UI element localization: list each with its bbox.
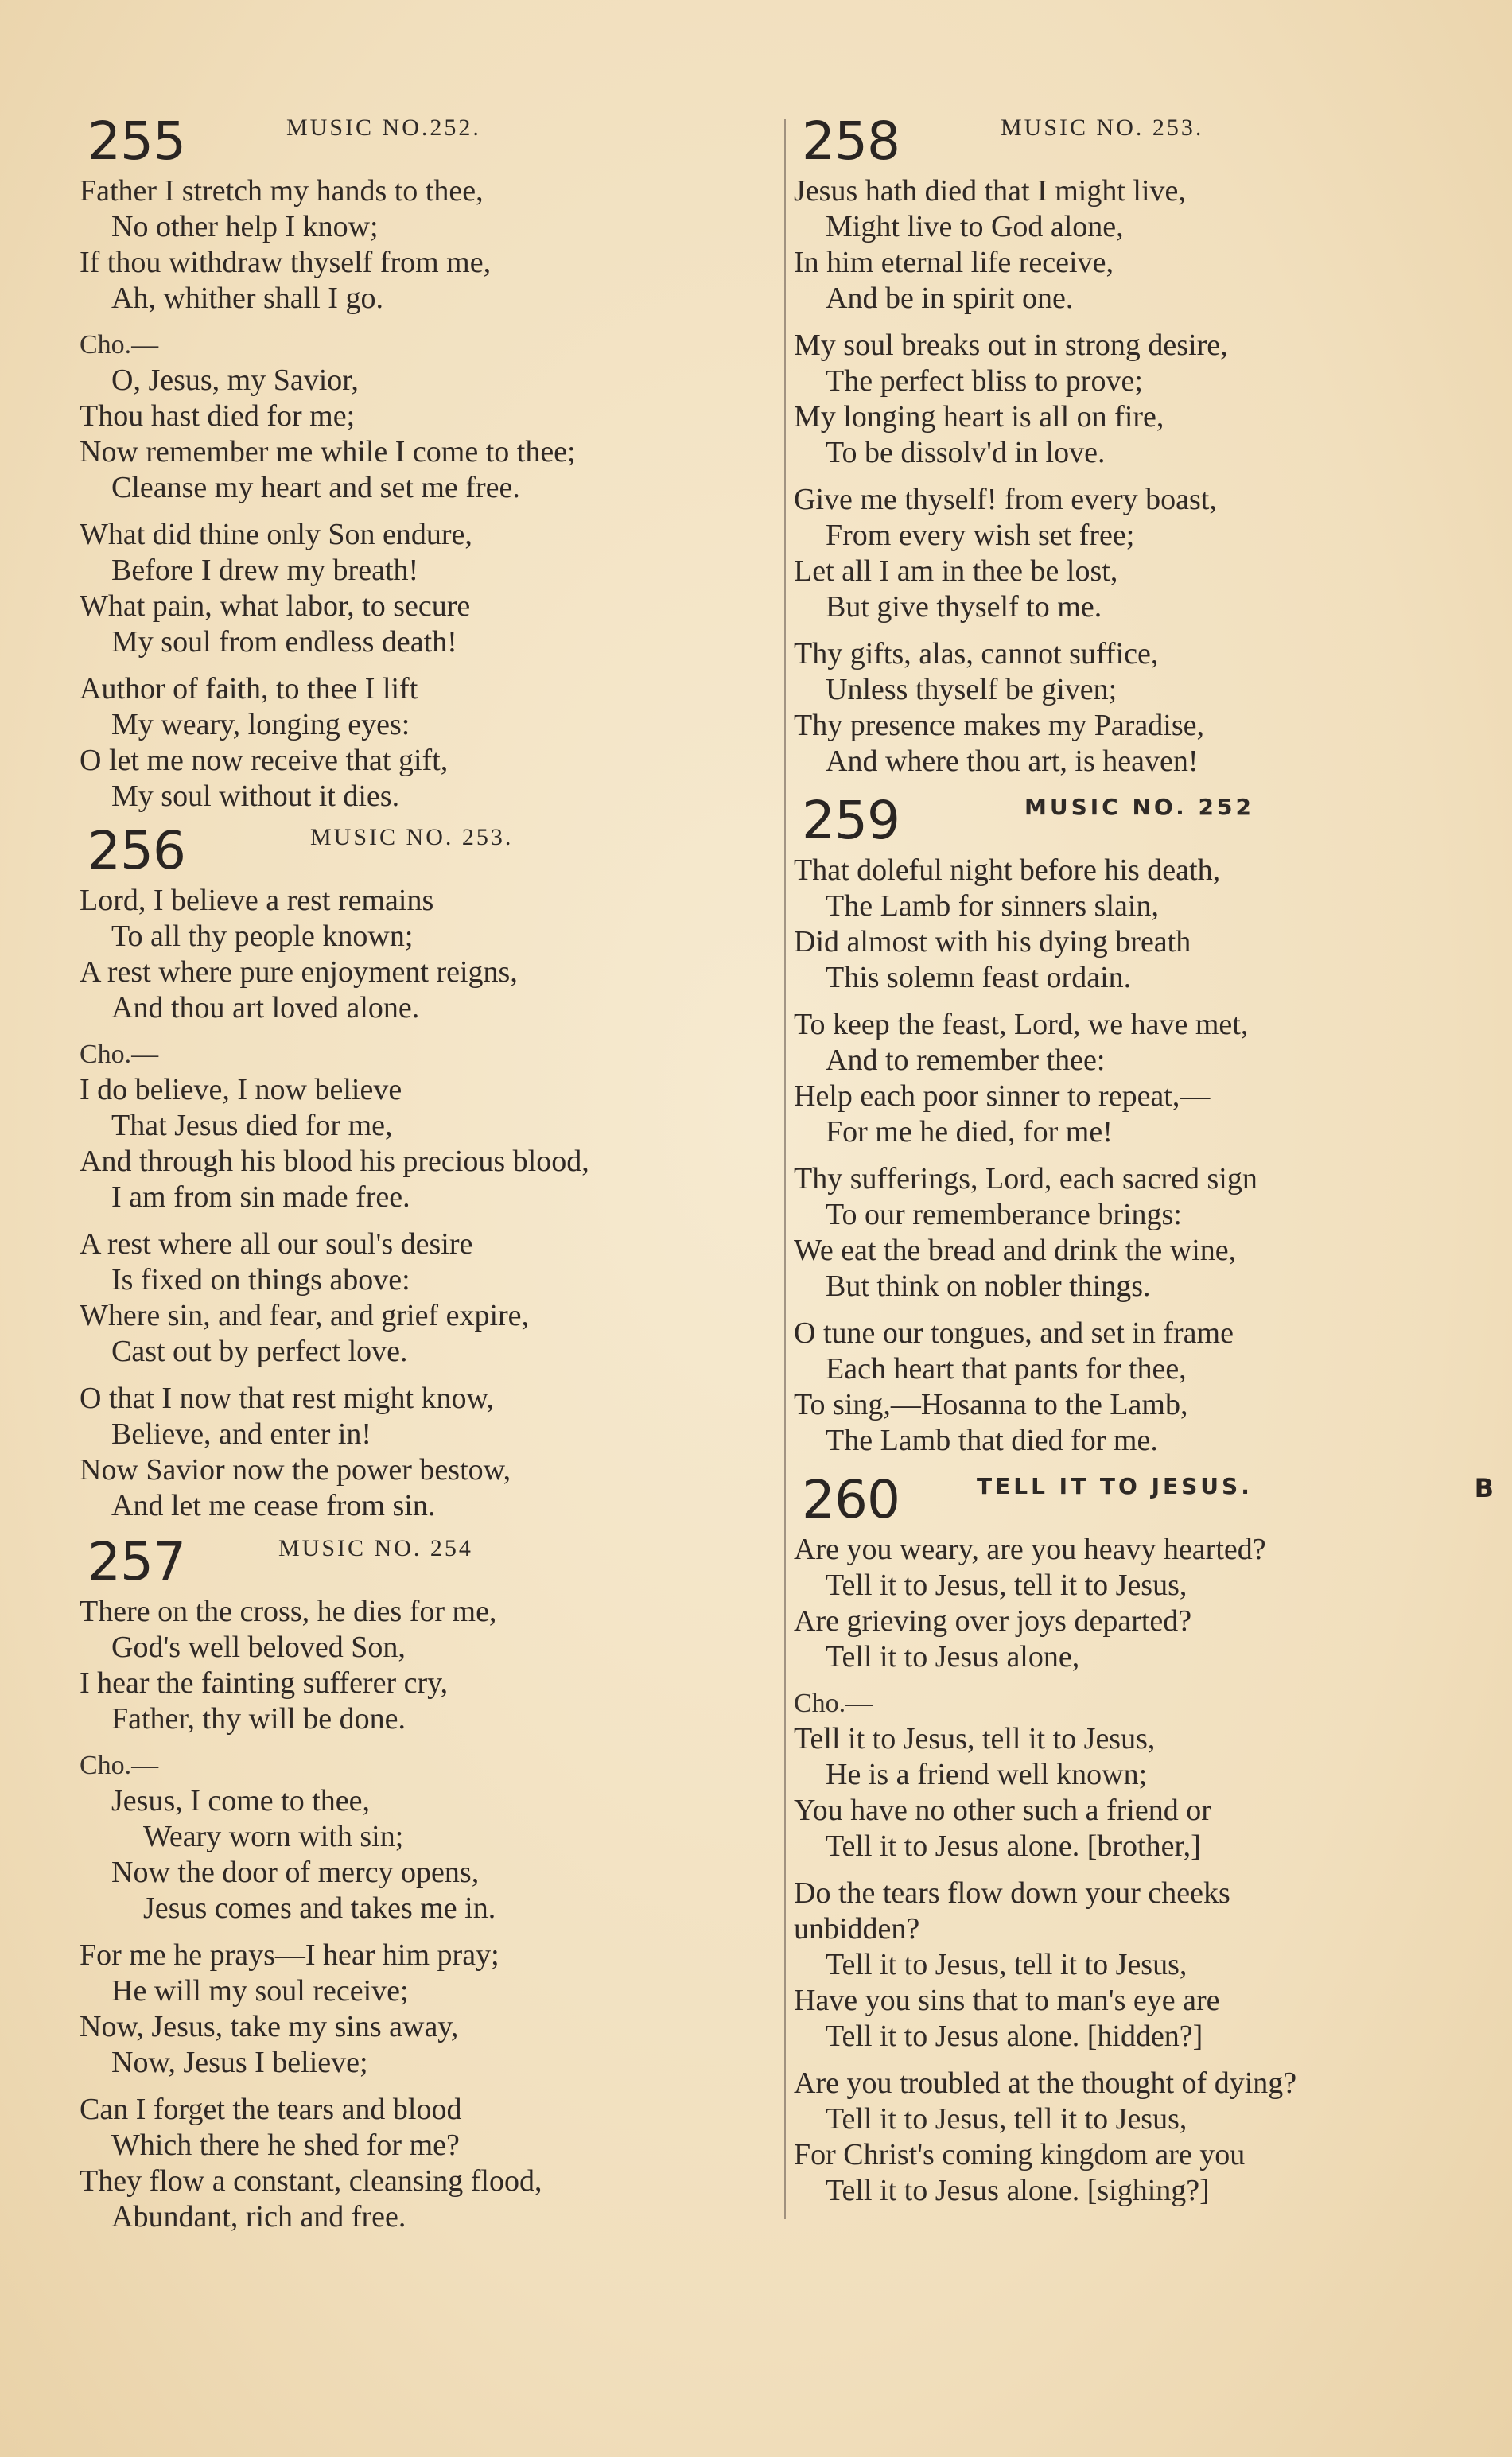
hymn-line: Abundant, rich and free. [111,2200,406,2233]
hymn-number: 257 [87,1531,185,1592]
hymn-line: Weary worn with sin; [143,1820,404,1853]
verse [794,853,1494,996]
hymn-line: To be dissolv'd in love. [826,436,1106,469]
hymn-line: Might live to God alone, [826,210,1124,243]
hymn-header [794,791,1494,853]
chorus [80,1748,779,1926]
hymn-line: And to remember thee: [826,1044,1106,1077]
hymn-line: He is a friend well known; [826,1758,1148,1791]
hymn-line: Which there he shed for me? [111,2128,460,2162]
hymn-line: You have no other such a friend or [794,1794,1211,1827]
hymn-259 [794,791,1494,1459]
hymn-line: To our rememberance brings: [826,1198,1182,1231]
hymn-line: Now, Jesus I believe; [111,2046,368,2079]
hymn-257 [80,1532,779,2235]
hymn-line: If thou withdraw thyself from me, [80,246,492,279]
verse [794,636,1494,779]
chorus-label: Cho.— [80,1040,159,1069]
hymn-line: Jesus comes and takes me in. [143,1891,496,1925]
hymn-line: Can I forget the tears and blood [80,2093,462,2126]
hymn-line: Where sin, and fear, and grief expire, [80,1299,530,1332]
verse [794,328,1494,471]
hymn-line: What did thine only Son endure, [80,518,472,551]
hymn-line: Now Savior now the power bestow, [80,1453,511,1487]
hymn-line: Each heart that pants for thee, [826,1352,1187,1386]
hymn-line: Tell it to Jesus alone. [hidden?] [826,2020,1203,2053]
hymn-line: My soul without it dies. [111,779,400,813]
hymn-line: O tune our tongues, and set in frame [794,1316,1234,1350]
verse [80,1381,779,1524]
hymn-line: To sing,—Hosanna to the Lamb, [794,1388,1188,1421]
music-reference: MUSIC NO. 253. [1001,115,1204,141]
hymn-line: That Jesus died for me, [111,1109,393,1142]
hymn-header [80,1532,779,1594]
hymn-line: Thy sufferings, Lord, each sacred sign [794,1162,1257,1195]
right-column [794,111,1494,2220]
hymn-line: Lord, I believe a rest remains [80,884,434,917]
verse [794,173,1494,317]
hymn-line: For me he died, for me! [826,1115,1113,1149]
hymn-line: A rest where pure enjoyment reigns, [80,955,518,989]
hymn-line: Father I stretch my hands to thee, [80,174,484,208]
verse [80,883,779,1026]
hymn-header [80,111,779,173]
chorus-label: Cho.— [794,1689,873,1718]
hymn-line: Is fixed on things above: [111,1263,410,1297]
hymn-line: He will my soul receive; [111,1974,409,2008]
hymn-mark: B [1474,1473,1494,1503]
verse [794,1876,1494,2055]
verse [80,173,779,317]
hymn-line: Give me thyself! from every boast, [794,483,1217,516]
hymn-line: My soul breaks out in strong desire, [794,329,1228,362]
hymn-line: Believe, and enter in! [111,1417,372,1451]
hymn-line: God's well beloved Son, [111,1631,406,1664]
hymn-line: This solemn feast ordain. [826,961,1132,994]
verse [794,1007,1494,1150]
hymn-line: Now, Jesus, take my sins away, [80,2010,459,2043]
hymn-number: 260 [802,1469,900,1530]
chorus-label: Cho.— [80,1751,159,1780]
hymn-line: To keep the feast, Lord, we have met, [794,1008,1249,1041]
hymn-line: No other help I know; [111,210,379,243]
hymn-line: Father, thy will be done. [111,1702,406,1736]
verse [794,2066,1494,2209]
hymn-line: Unless thyself be given; [826,673,1117,706]
hymn-line: A rest where all our soul's desire [80,1227,473,1261]
hymn-line: And where thou art, is heaven! [826,744,1199,778]
music-reference: MUSIC NO. 253. [310,824,514,850]
hymn-line: unbidden? [794,1912,920,1946]
hymn-line: In him eternal life receive, [794,246,1114,279]
hymn-line: Tell it to Jesus, tell it to Jesus, [826,1948,1187,1981]
hymn-line: I am from sin made free. [111,1180,410,1214]
hymn-line: Thou hast died for me; [80,399,356,433]
hymn-line: O, Jesus, my Savior, [111,363,359,397]
hymn-line: That doleful night before his death, [794,853,1221,887]
hymn-line: Tell it to Jesus alone. [sighing?] [826,2174,1210,2207]
left-column [80,111,779,2246]
hymn-255 [80,111,779,814]
chorus [794,1686,1494,1864]
hymn-line: Tell it to Jesus, tell it to Jesus, [826,1569,1187,1602]
hymn-258 [794,111,1494,779]
hymn-line: There on the cross, he dies for me, [80,1595,497,1628]
hymn-line: Do the tears flow down your cheeks [794,1876,1230,1910]
hymn-line: But think on nobler things. [826,1269,1151,1303]
hymn-line: But give thyself to me. [826,590,1102,624]
hymn-line: From every wish set free; [826,519,1135,552]
hymn-line: Now remember me while I come to thee; [80,435,576,468]
verse [80,2092,779,2235]
hymn-256 [80,821,779,1524]
hymn-line: Jesus, I come to thee, [111,1784,371,1817]
verse [794,1532,1494,1675]
hymn-line: They flow a constant, cleansing flood, [80,2164,542,2198]
hymn-line: For me he prays—I hear him pray; [80,1938,499,1972]
hymn-line: Thy gifts, alas, cannot suffice, [794,637,1159,671]
hymn-line: Author of faith, to thee I lift [80,672,418,706]
hymn-line: Cast out by perfect love. [111,1335,408,1368]
verse [80,1938,779,2081]
verse [794,482,1494,625]
hymn-line: Are you weary, are you heavy hearted? [794,1533,1266,1566]
hymn-line: Help each poor sinner to repeat,— [794,1079,1211,1113]
hymn-line: Have you sins that to man's eye are [794,1984,1220,2017]
hymn-header [794,1470,1494,1532]
verse [80,517,779,660]
hymn-line: And thou art loved alone. [111,991,420,1024]
verse [794,1316,1494,1459]
hymn-number: 255 [87,111,185,172]
verse [80,1227,779,1370]
hymn-line: Thy presence makes my Paradise, [794,709,1204,742]
hymn-line: Tell it to Jesus alone. [brother,] [826,1829,1201,1863]
music-reference: TELL IT TO JESUS. [977,1473,1253,1499]
hymn-line: My soul from endless death! [111,625,457,659]
music-reference: MUSIC NO. 252 [1024,794,1254,820]
column-divider [784,119,786,2219]
hymn-line: Before I drew my breath! [111,554,419,587]
hymn-line: I do believe, I now believe [80,1073,402,1106]
verse [80,1594,779,1737]
hymn-line: To all thy people known; [111,919,414,953]
hymn-line: Are you troubled at the thought of dying? [794,2066,1297,2100]
hymn-line: Tell it to Jesus alone, [826,1640,1080,1674]
hymn-line: The perfect bliss to prove; [826,364,1143,398]
hymn-line: Tell it to Jesus, tell it to Jesus, [826,2102,1187,2136]
music-reference: MUSIC NO. 254 [278,1535,473,1561]
hymn-line: What pain, what labor, to secure [80,589,471,623]
music-reference: MUSIC NO.252. [286,115,481,141]
hymn-line: The Lamb for sinners slain, [826,889,1159,923]
hymn-header [794,111,1494,173]
hymn-line: Did almost with his dying breath [794,925,1191,958]
hymn-line: Let all I am in thee be lost, [794,554,1118,588]
hymn-line: We eat the bread and drink the wine, [794,1234,1237,1267]
hymn-line: Now the door of mercy opens, [111,1856,480,1889]
chorus [80,328,779,506]
hymn-line: Ah, whither shall I go. [111,282,383,315]
chorus [80,1037,779,1215]
hymn-260 [794,1470,1494,2209]
hymn-line: Jesus hath died that I might live, [794,174,1186,208]
hymn-header [80,821,779,883]
hymn-line: For Christ's coming kingdom are you [794,2138,1246,2171]
hymn-number: 258 [802,111,900,172]
hymn-line: And let me cease from sin. [111,1489,436,1522]
verse [80,671,779,814]
hymn-line: The Lamb that died for me. [826,1424,1158,1457]
hymn-line: My weary, longing eyes: [111,708,410,741]
hymn-number: 259 [802,790,900,851]
verse [794,1161,1494,1304]
hymn-line: My longing heart is all on fire, [794,400,1164,433]
hymn-line: O let me now receive that gift, [80,744,449,777]
hymn-line: And through his blood his precious blood, [80,1145,589,1178]
hymn-line: Tell it to Jesus, tell it to Jesus, [794,1722,1156,1755]
hymn-line: Cleanse my heart and set me free. [111,471,520,504]
chorus-label: Cho.— [80,330,159,360]
hymn-line: I hear the fainting sufferer cry, [80,1666,449,1700]
hymn-line: And be in spirit one. [826,282,1074,315]
hymn-number: 256 [87,820,185,881]
hymn-line: O that I now that rest might know, [80,1382,495,1415]
hymn-line: Are grieving over joys departed? [794,1604,1192,1638]
